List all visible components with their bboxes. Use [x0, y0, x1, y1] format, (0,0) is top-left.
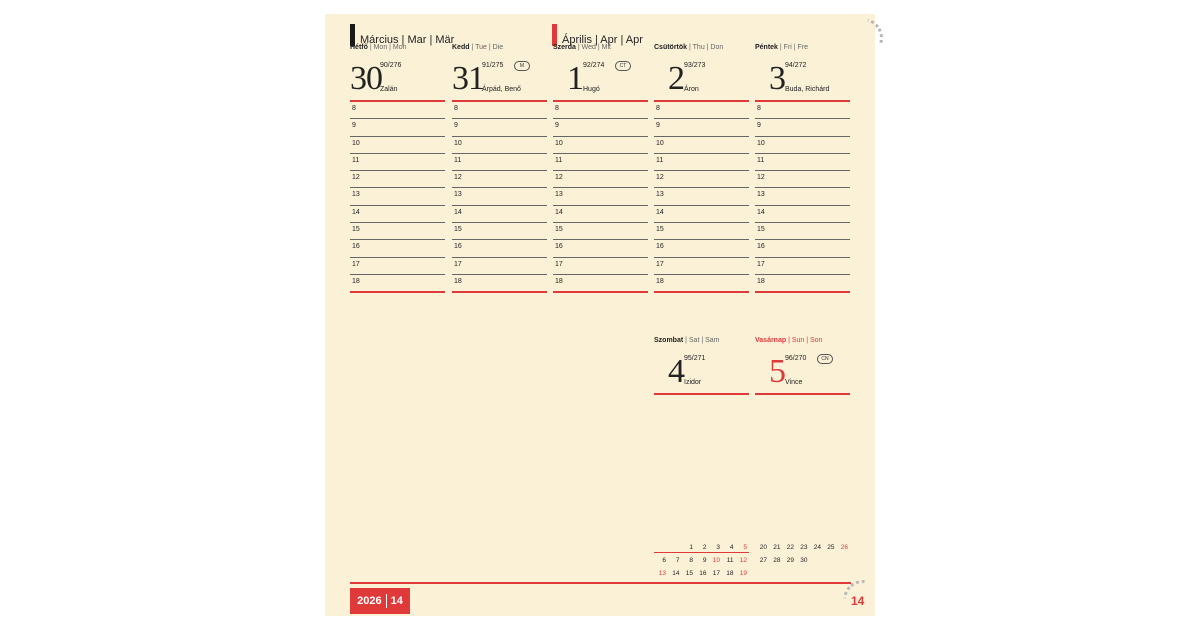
hour-label: 11 — [757, 156, 765, 164]
hour-label: 10 — [656, 139, 664, 147]
moon-phase-icon: CN — [817, 354, 833, 364]
day-name: Vasárnap | Sun | Son — [755, 337, 823, 344]
hour-slot[interactable] — [654, 154, 749, 171]
hour-slots — [654, 102, 749, 293]
hour-slot[interactable] — [350, 188, 445, 205]
hour-slot[interactable] — [553, 102, 648, 119]
hour-label: 17 — [757, 260, 765, 268]
hour-slot[interactable] — [755, 275, 850, 293]
hour-slot[interactable] — [452, 171, 547, 188]
name-day: Hugó — [583, 86, 600, 93]
hour-label: 18 — [352, 277, 360, 285]
hour-label: 13 — [555, 191, 563, 199]
mini-calendar-day: 9 — [702, 557, 707, 564]
hour-label: 11 — [555, 156, 563, 164]
hour-slot[interactable] — [452, 223, 547, 240]
mini-calendar-day: 3 — [716, 544, 720, 551]
day-column-thursday — [654, 44, 749, 293]
month-march — [350, 26, 454, 46]
mini-calendar-day: 27 — [759, 557, 767, 564]
hour-label: 9 — [454, 122, 458, 130]
mini-calendar-day: 19 — [739, 570, 747, 577]
mini-calendar-day: 29 — [786, 557, 794, 564]
hour-slot[interactable] — [553, 188, 648, 205]
hour-label: 10 — [555, 139, 563, 147]
mini-calendar-day: 10 — [712, 557, 720, 564]
hour-slot[interactable] — [755, 223, 850, 240]
hour-label: 8 — [352, 105, 356, 112]
hour-label: 12 — [757, 174, 765, 182]
mini-calendar-day: 7 — [675, 557, 680, 564]
hour-slots — [755, 102, 850, 293]
hour-slot[interactable] — [755, 188, 850, 205]
day-number: 1 — [567, 60, 583, 97]
hour-label: 8 — [656, 105, 660, 112]
hour-label: 17 — [656, 260, 664, 268]
hour-slot[interactable] — [755, 206, 850, 223]
hour-slot[interactable] — [553, 171, 648, 188]
hour-label: 11 — [656, 156, 664, 164]
hour-slot[interactable] — [755, 119, 850, 136]
hour-label: 14 — [454, 208, 462, 216]
hour-slot[interactable] — [350, 240, 445, 257]
hour-slot[interactable] — [350, 223, 445, 240]
mini-calendar-day: 22 — [786, 544, 794, 551]
mini-calendar-day: 14 — [672, 570, 680, 577]
hour-slot[interactable] — [654, 275, 749, 293]
hour-label: 15 — [656, 226, 664, 234]
hour-slot[interactable] — [654, 258, 749, 275]
hour-label: 18 — [555, 277, 563, 285]
hour-slot[interactable] — [350, 137, 445, 154]
hour-label: 15 — [757, 226, 765, 234]
page-number: 14 — [851, 594, 865, 608]
hour-label: 9 — [757, 122, 761, 130]
hour-slot[interactable] — [553, 275, 648, 293]
day-sequence: 91/275 — [482, 62, 504, 69]
hour-label: 11 — [454, 156, 462, 164]
name-day: Árpád, Benő — [482, 86, 521, 93]
separator — [386, 594, 387, 608]
day-name: Csütörtök | Thu | Don — [654, 44, 724, 51]
hour-slot[interactable] — [553, 154, 648, 171]
name-day: Vince — [785, 379, 803, 386]
hour-slot[interactable] — [350, 275, 445, 293]
hour-slot[interactable] — [755, 102, 850, 119]
hour-slot[interactable] — [654, 240, 749, 257]
day-sequence: 95/271 — [684, 355, 706, 362]
mini-calendar-day: 11 — [726, 557, 734, 564]
mini-calendar-day: 15 — [685, 570, 693, 577]
planner-page — [325, 14, 875, 616]
day-number: 3 — [769, 60, 785, 97]
day-sequence: 93/273 — [684, 62, 706, 69]
hour-slots — [350, 102, 445, 293]
hour-slot[interactable] — [755, 171, 850, 188]
day-header — [654, 345, 749, 393]
hour-slot[interactable] — [452, 206, 547, 223]
moon-phase-icon: M — [514, 61, 530, 71]
hour-label: 12 — [454, 174, 462, 182]
mini-calendar-day: 21 — [773, 544, 781, 551]
mini-calendar-day: 5 — [743, 544, 747, 551]
hour-label: 10 — [757, 139, 765, 147]
day-header — [755, 52, 850, 100]
name-day: Buda, Richárd — [785, 86, 830, 93]
day-sequence: 92/274 — [583, 62, 605, 69]
day-number: 4 — [668, 353, 684, 390]
hour-label: 14 — [352, 208, 360, 216]
day-name: Szerda | Wed | Mit — [553, 44, 611, 51]
hour-slot[interactable] — [452, 275, 547, 293]
mini-calendar-day: 8 — [689, 557, 693, 564]
hour-slot[interactable] — [452, 240, 547, 257]
day-number: 5 — [769, 353, 785, 390]
mini-calendar-day: 16 — [699, 570, 707, 577]
day-sequence: 94/272 — [785, 62, 807, 69]
hour-label: 18 — [454, 277, 462, 285]
hour-slot[interactable] — [553, 258, 648, 275]
hour-slot[interactable] — [350, 154, 445, 171]
hour-slot[interactable] — [350, 102, 445, 119]
mini-calendar-day: 13 — [658, 570, 666, 577]
hour-label: 13 — [656, 191, 664, 199]
hour-slot[interactable] — [452, 119, 547, 136]
day-column-friday — [755, 44, 850, 293]
hour-slots — [553, 102, 648, 293]
mini-calendar-day: 30 — [800, 557, 808, 564]
divider — [654, 393, 749, 395]
hour-label: 13 — [757, 191, 765, 199]
year-label: 2026 — [357, 595, 382, 607]
day-column-saturday — [654, 337, 749, 395]
divider — [755, 393, 850, 395]
mini-calendar-day: 23 — [800, 544, 808, 551]
hour-slot[interactable] — [654, 206, 749, 223]
hour-slot[interactable] — [553, 137, 648, 154]
hour-label: 9 — [656, 122, 660, 130]
hour-label: 14 — [555, 208, 563, 216]
mini-calendar-day: 25 — [827, 544, 835, 551]
hour-slot[interactable] — [553, 223, 648, 240]
name-day: Áron — [684, 86, 699, 93]
mini-calendar-divider — [654, 552, 749, 553]
month-marker — [552, 24, 557, 46]
mini-calendar-day: 20 — [759, 544, 767, 551]
hour-label: 11 — [352, 156, 360, 164]
hour-slot[interactable] — [654, 119, 749, 136]
hour-label: 8 — [555, 105, 559, 112]
moon-phase-icon: CT — [615, 61, 631, 71]
hour-label: 18 — [656, 277, 664, 285]
hour-label: 9 — [555, 122, 559, 130]
day-sequence: 90/276 — [380, 62, 402, 69]
day-number: 31 — [452, 60, 484, 97]
hour-slot[interactable] — [553, 119, 648, 136]
day-header — [755, 345, 850, 393]
hour-slot[interactable] — [755, 137, 850, 154]
hour-label: 16 — [656, 243, 664, 251]
mini-calendar-day: 12 — [739, 557, 747, 564]
day-name: Szombat | Sat | Sam — [654, 337, 720, 344]
hour-label: 18 — [757, 277, 765, 285]
day-header — [350, 52, 445, 100]
name-day: Izidor — [684, 379, 702, 386]
day-name: Kedd | Tue | Die — [452, 44, 504, 51]
day-name: Hétfő | Mon | Mon — [350, 44, 407, 51]
hour-label: 8 — [454, 105, 458, 112]
hour-label: 15 — [555, 226, 563, 234]
hour-label: 16 — [757, 243, 765, 251]
hour-slot[interactable] — [755, 240, 850, 257]
hour-slot[interactable] — [654, 137, 749, 154]
hour-label: 10 — [352, 139, 360, 147]
hour-label: 9 — [352, 122, 356, 130]
hour-slot[interactable] — [654, 102, 749, 119]
hour-label: 15 — [352, 226, 360, 234]
mini-calendar-day: 4 — [729, 544, 734, 551]
hour-label: 16 — [352, 243, 360, 251]
hour-label: 12 — [555, 174, 563, 182]
hour-slot[interactable] — [350, 171, 445, 188]
month-marker — [350, 24, 355, 46]
hour-label: 10 — [454, 139, 462, 147]
hour-label: 12 — [656, 174, 664, 182]
hour-label: 13 — [454, 191, 462, 199]
hour-slot[interactable] — [452, 137, 547, 154]
hour-label: 17 — [454, 260, 462, 268]
hour-slot[interactable] — [452, 258, 547, 275]
mini-calendar-day: 2 — [702, 544, 707, 551]
footer-line — [350, 582, 851, 584]
day-column-sunday — [755, 337, 850, 395]
hour-slot[interactable] — [350, 258, 445, 275]
day-header — [553, 52, 648, 100]
mini-calendar-day: 17 — [712, 570, 720, 577]
month-april-label: Április | Apr | Apr — [562, 34, 643, 46]
mini-calendar-day: 18 — [726, 570, 734, 577]
hour-slot[interactable] — [553, 240, 648, 257]
hour-slot[interactable] — [654, 223, 749, 240]
mini-calendar-day: 28 — [773, 557, 781, 564]
day-column-wednesday — [553, 44, 648, 293]
year-week-badge — [350, 588, 410, 614]
name-day: Zalán — [380, 86, 398, 93]
hour-slot[interactable] — [553, 206, 648, 223]
day-sequence: 96/270 — [785, 355, 807, 362]
hour-slot[interactable] — [350, 206, 445, 223]
mini-calendar-day: 1 — [689, 544, 693, 551]
month-march-label: Március | Mar | Mär — [360, 34, 455, 46]
day-number: 2 — [668, 60, 684, 97]
hour-slots — [452, 102, 547, 293]
hour-slot[interactable] — [755, 154, 850, 171]
day-name: Péntek | Fri | Fre — [755, 44, 809, 51]
hour-label: 16 — [555, 243, 563, 251]
hour-label: 12 — [352, 174, 360, 182]
hour-slot[interactable] — [452, 188, 547, 205]
hour-label: 13 — [352, 191, 360, 199]
hour-label: 17 — [555, 260, 563, 268]
hour-label: 17 — [352, 260, 360, 268]
hour-label: 14 — [757, 208, 765, 216]
mini-calendar-day: 6 — [662, 557, 666, 564]
hour-slot[interactable] — [654, 171, 749, 188]
hour-slot[interactable] — [350, 119, 445, 136]
day-header — [654, 52, 749, 100]
hour-label: 16 — [454, 243, 462, 251]
month-april — [552, 26, 643, 46]
mini-calendar-day: 26 — [840, 544, 848, 551]
hour-label: 14 — [656, 208, 664, 216]
hour-slot[interactable] — [755, 258, 850, 275]
mini-calendar-day: 24 — [813, 544, 821, 551]
day-header — [452, 52, 547, 100]
day-column-monday — [350, 44, 445, 293]
day-number: 30 — [350, 60, 382, 97]
hour-label: 15 — [454, 226, 462, 234]
week-label: 14 — [390, 595, 403, 607]
day-column-tuesday — [452, 44, 547, 293]
hour-slot[interactable] — [452, 154, 547, 171]
hour-slot[interactable] — [452, 102, 547, 119]
hour-label: 8 — [757, 105, 761, 112]
hour-slot[interactable] — [654, 188, 749, 205]
